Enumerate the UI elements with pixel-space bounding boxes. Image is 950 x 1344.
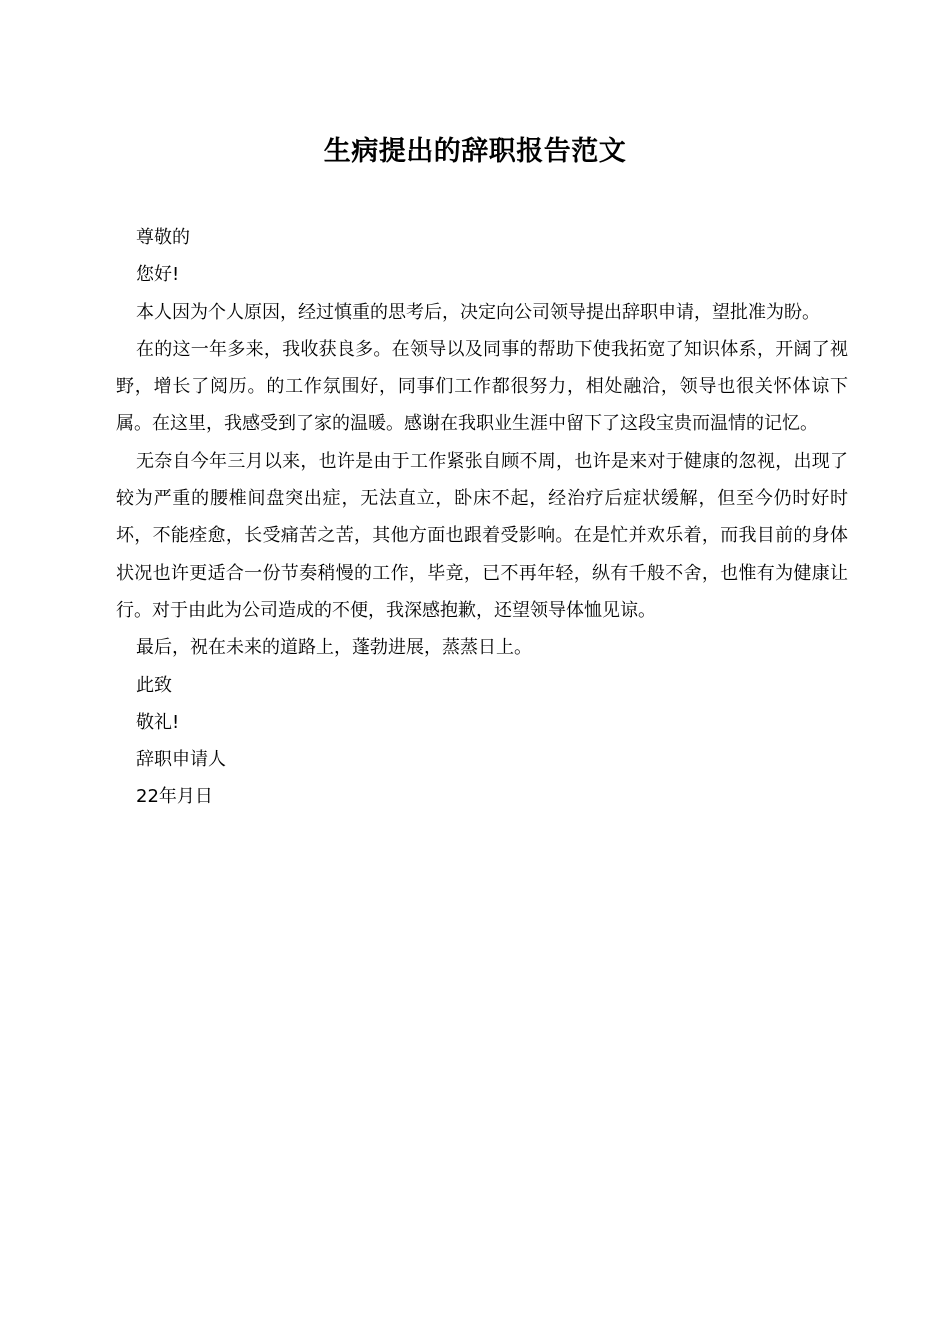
document-title: 生病提出的辞职报告范文 <box>323 136 627 167</box>
paragraph-wishes: 最后，祝在未来的道路上，蓬勃进展，蒸蒸日上。 <box>136 637 532 659</box>
date: 22年月日 <box>136 786 213 808</box>
closing-line-2: 敬礼! <box>136 711 180 733</box>
greeting: 您好! <box>136 264 180 286</box>
closing-line-1: 此致 <box>136 674 172 696</box>
paragraph-gratitude: 在的这一年多来，我收获良多。在领导以及同事的帮助下使我拓宽了知识体系，开阔了视野，增长了阅历。的工作氛围好，同事们工作都很努力，相处融洽，领导也很关怀体谅下属。在这里，我感受到了家的温暖。感谢在我职业生涯中留下了这段宝贵而温情的记忆。 <box>116 338 848 435</box>
paragraph-reason: 本人因为个人原因，经过慎重的思考后，决定向公司领导提出辞职申请，望批准为盼。 <box>136 301 820 323</box>
paragraph-health: 无奈自今年三月以来，也许是由于工作紧张自顾不周，也许是来对于健康的忽视，出现了较为严重的腰椎间盘突出症，无法直立，卧床不起，经治疗后症状缓解，但至今仍时好时坏，不能痊愈，长受痛苦之苦，其他方面也跟着受影响。在是忙并欢乐着，而我目前的身体状况也许更适合一份节奏稍慢的工作，毕竟，已不再年轻，纵有千般不舍，也惟有为健康让行。对于由此为公司造成的不便，我深感抱歉，还望领导体恤见谅。 <box>116 450 848 621</box>
salutation: 尊敬的 <box>136 227 190 248</box>
signature: 辞职申请人 <box>136 749 226 771</box>
document-body <box>116 219 848 816</box>
